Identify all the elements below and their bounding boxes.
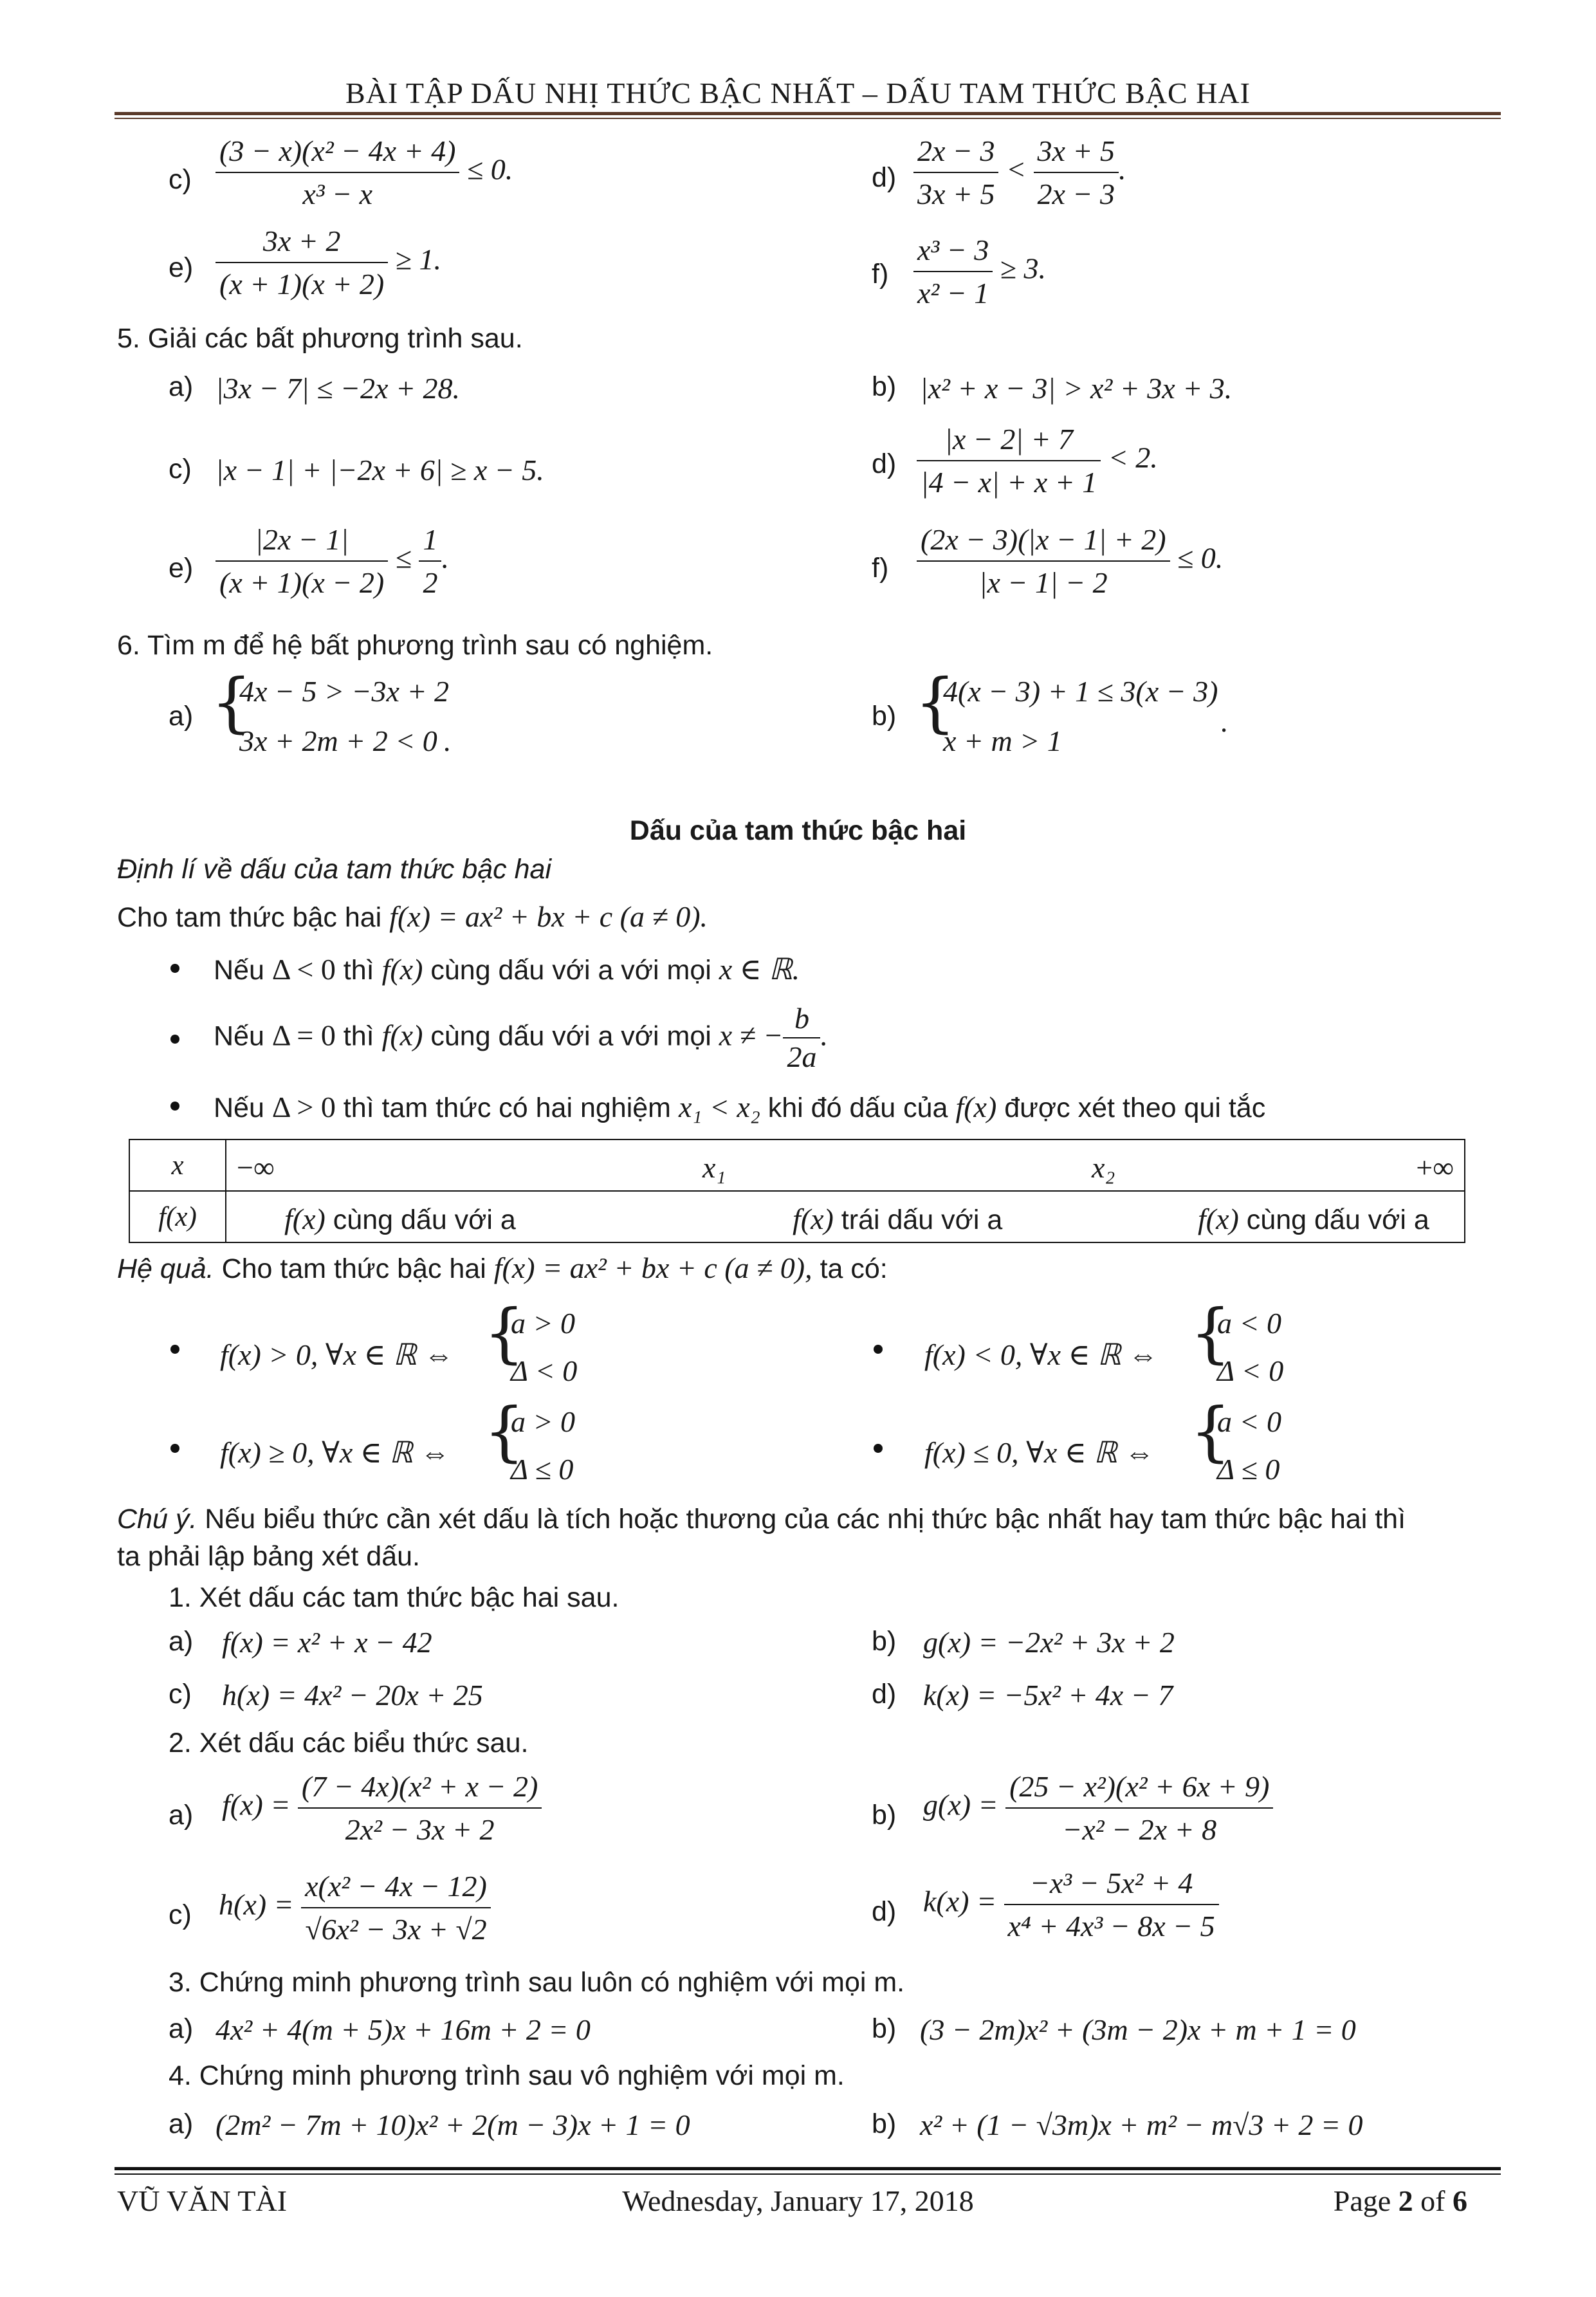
corollary-1-brace: {: [484, 1295, 525, 1370]
p6a-end: .: [444, 724, 452, 757]
p4f-den: x² − 1: [917, 277, 989, 309]
p5b-label: b): [872, 371, 897, 402]
ex2b-expr: [923, 1769, 1273, 1847]
ex2d-label: d): [872, 1896, 897, 1927]
ex3b-label: b): [872, 2013, 897, 2044]
p4d-label: d): [872, 162, 897, 193]
bullet-2: [214, 1004, 828, 1072]
bullet-3-text2: khi đó dấu của: [767, 1093, 948, 1123]
header-rule-thin: [115, 118, 1501, 119]
bullet-2-end: .: [820, 1019, 828, 1052]
header-rule-thick: [115, 112, 1501, 115]
corollary-4-l1: a < 0: [1217, 1405, 1282, 1438]
p5d-expr: [917, 422, 1158, 499]
bullet-1-tail: x ∈ ℝ.: [719, 953, 800, 986]
p4d-den2: 2x − 3: [1037, 178, 1115, 210]
corollary-4-lhs: f(x) ≤ 0, ∀x ∈ ℝ ⇔: [924, 1436, 1155, 1469]
p5f-rel: ≤ 0.: [1177, 541, 1224, 575]
corollary-1-lhs: f(x) > 0, ∀x ∈ ℝ ⇔: [220, 1338, 454, 1371]
bullet-2-fx: f(x): [381, 1019, 423, 1052]
p4d-expr: [913, 134, 1126, 211]
ex2d-lhs: k(x) =: [923, 1885, 997, 1918]
p6a-label: a): [169, 701, 194, 732]
theorem-intro-text: Cho tam thức bậc hai: [117, 902, 382, 933]
p6b-line1: 4(x − 3) + 1 ≤ 3(x − 3): [943, 675, 1218, 708]
ex4-title: 4. Chứng minh phương trình sau vô nghiệm với mọi m.: [169, 2060, 845, 2091]
ex2a-den: 2x² − 3x + 2: [345, 1813, 495, 1846]
footer-page-num: 2: [1398, 2184, 1413, 2217]
p6-title: 6. Tìm m để hệ bất phương trình sau có nghiệm.: [117, 630, 713, 661]
ex4a-label: a): [169, 2108, 194, 2139]
corollary-3-lhs: f(x) ≥ 0, ∀x ∈ ℝ ⇔: [220, 1436, 450, 1469]
ex2c-expr: [219, 1869, 491, 1946]
bullet-icon: [170, 1035, 179, 1044]
ex2d-num: −x³ − 5x² + 4: [1004, 1866, 1219, 1905]
corollary-1-l2: Δ < 0: [511, 1354, 578, 1387]
corollary-2-l2: Δ < 0: [1217, 1354, 1284, 1387]
footer-rule-thick: [115, 2167, 1501, 2170]
p5f-den: |x − 1| − 2: [978, 566, 1108, 599]
sign-table-head-fx: f(x): [129, 1191, 226, 1242]
p4c-label: c): [169, 164, 192, 195]
p5e-num: |2x − 1|: [216, 522, 388, 562]
bullet-1-text: cùng dấu với a với mọi: [430, 955, 711, 986]
note-text: Nếu biểu thức cần xét dấu là tích hoặc thương của các nhị thức bậc nhất hay tam thức bậc hai thì: [205, 1504, 1406, 1535]
ex1b-label: b): [872, 1626, 897, 1657]
sign-table-pos-inf: +∞: [1416, 1151, 1454, 1184]
p6b-end: .: [1221, 705, 1229, 738]
p6a-line2: 3x + 2m + 2 < 0: [239, 724, 437, 757]
p4f-num: x³ − 3: [913, 233, 993, 272]
p5e-rel: ≤: [395, 541, 412, 575]
bullet-2-pre: Nếu: [214, 1020, 264, 1052]
p6a-line1: 4x − 5 > −3x + 2: [239, 675, 449, 708]
sign-table-sign-2-text: trái dấu với a: [841, 1204, 1003, 1235]
section-title: Dấu của tam thức bậc hai: [629, 815, 967, 846]
bullet-icon: [170, 1444, 179, 1453]
sign-table-values: [226, 1139, 1465, 1191]
ex2c-label: c): [169, 1899, 192, 1930]
ex3a-expr: 4x² + 4(m + 5)x + 16m + 2 = 0: [216, 2013, 591, 2046]
corollary-math: f(x) = ax² + bx + c (a ≠ 0),: [493, 1251, 812, 1284]
p4f-label: f): [872, 259, 889, 290]
p6b-line2: x + m > 1: [943, 724, 1062, 757]
bullet-3-cond: Δ > 0: [271, 1091, 336, 1123]
corollary-line: [117, 1253, 888, 1283]
ex4b-label: b): [872, 2108, 897, 2139]
footer-date: Wednesday, January 17, 2018: [622, 2184, 974, 2217]
ex2d-expr: [923, 1866, 1219, 1943]
ex1a-expr: f(x) = x² + x − 42: [222, 1626, 432, 1659]
corollary-2-lhs: f(x) < 0, ∀x ∈ ℝ ⇔: [924, 1338, 1159, 1371]
ex2a-lhs: f(x) =: [222, 1788, 291, 1822]
p5e-label: e): [169, 553, 194, 584]
p4e-den: (x + 1)(x + 2): [219, 268, 385, 300]
ex1a-label: a): [169, 1626, 194, 1657]
corollary-tail: ta có:: [820, 1253, 888, 1284]
footer-rule-thin: [115, 2173, 1501, 2175]
page-header-title: BÀI TẬP DẤU NHỊ THỨC BẬC NHẤT – DẤU TAM THỨC BẬC HAI: [345, 77, 1251, 109]
ex3-title: 3. Chứng minh phương trình sau luôn có nghiệm với mọi m.: [169, 1967, 905, 1998]
bullet-2-tail: x ≠ −: [719, 1019, 784, 1052]
ex2b-lhs: g(x) =: [923, 1788, 998, 1822]
p6a-brace: {: [211, 665, 252, 740]
footer-page-prefix: Page: [1333, 2184, 1391, 2217]
sign-table-sign-1-text: cùng dấu với a: [333, 1204, 516, 1235]
p5e-expr: [216, 522, 449, 600]
sign-table-x1: x₁: [702, 1151, 726, 1184]
bullet-1-cond: Δ < 0: [271, 953, 336, 986]
footer-author: VŨ VĂN TÀI: [117, 2184, 288, 2217]
ex1d-label: d): [872, 1679, 897, 1710]
corollary-3-brace: {: [484, 1394, 525, 1469]
p4e-rel: ≥ 1.: [395, 243, 441, 276]
bullet-3-text3: được xét theo qui tắc: [1004, 1093, 1266, 1123]
sign-table-signs: [226, 1191, 1465, 1242]
ex2d-den: x⁴ + 4x³ − 8x − 5: [1007, 1910, 1215, 1942]
p5a-label: a): [169, 371, 194, 402]
p5d-label: d): [872, 448, 897, 479]
bullet-3-fx: f(x): [955, 1091, 997, 1123]
sign-table-head-x: x: [129, 1139, 226, 1191]
bullet-2-text: cùng dấu với a với mọi: [430, 1020, 711, 1052]
bullet-3-text1: thì tam thức có hai nghiệm: [343, 1093, 671, 1123]
p5f-num: (2x − 3)(|x − 1| + 2): [917, 522, 1170, 562]
corollary-2-l1: a < 0: [1217, 1307, 1282, 1340]
p4e-num: 3x + 2: [216, 224, 388, 263]
sign-table-row-x: [129, 1139, 1465, 1191]
bullet-icon: [874, 1345, 883, 1354]
p5-title: 5. Giải các bất phương trình sau.: [117, 323, 523, 354]
ex1d-expr: k(x) = −5x² + 4x − 7: [923, 1679, 1173, 1711]
sign-table-sign-3: [1198, 1202, 1429, 1236]
corollary-3-l2: Δ ≤ 0: [511, 1453, 574, 1486]
ex2a-expr: [222, 1769, 542, 1847]
bullet-2-frac-den: 2a: [787, 1040, 817, 1073]
p4f-expr: [913, 233, 1046, 310]
ex2b-num: (25 − x²)(x² + 6x + 9): [1005, 1769, 1273, 1809]
sign-table-sign-2: [793, 1202, 1002, 1236]
bullet-icon: [170, 1345, 179, 1354]
ex3b-expr: (3 − 2m)x² + (3m − 2)x + m + 1 = 0: [920, 2013, 1356, 2046]
bullet-1-fx: f(x): [381, 953, 423, 986]
theorem-intro-math: f(x) = ax² + bx + c (a ≠ 0).: [389, 900, 708, 933]
bullet-3-pre: Nếu: [214, 1093, 264, 1123]
sign-table-fx: f(x): [284, 1203, 326, 1235]
p4c-num: (3 − x)(x² − 4x + 4): [216, 134, 459, 173]
p4c-rel: ≤ 0.: [466, 152, 513, 186]
p4e-expr: [216, 224, 441, 301]
ex2b-den: −x² − 2x + 8: [1062, 1813, 1217, 1846]
footer-page: [1334, 2186, 1467, 2216]
ex2a-label: a): [169, 1800, 194, 1831]
p5c-expr: |x − 1| + |−2x + 6| ≥ x − 5.: [216, 454, 544, 486]
p6b-brace: {: [915, 665, 956, 740]
p4d-num1: 2x − 3: [913, 134, 998, 173]
bullet-icon: [170, 964, 179, 973]
ex4a-expr: (2m² − 7m + 10)x² + 2(m − 3)x + 1 = 0: [216, 2108, 690, 2141]
corollary-3-l1: a > 0: [511, 1405, 576, 1438]
p4c-den: x³ − x: [302, 178, 373, 210]
bullet-1-mid: thì: [343, 955, 374, 986]
bullet-icon: [170, 1102, 179, 1111]
ex1-title: 1. Xét dấu các tam thức bậc hai sau.: [169, 1582, 619, 1613]
p5e-half-num: 1: [419, 522, 441, 562]
p6b-label: b): [872, 701, 897, 732]
footer-page-total: 6: [1453, 2184, 1467, 2217]
theorem-intro: [117, 902, 708, 932]
ex1b-expr: g(x) = −2x² + 3x + 2: [923, 1626, 1175, 1659]
note-line-2: ta phải lập bảng xét dấu.: [117, 1541, 420, 1572]
p5f-expr: [917, 522, 1223, 600]
p5f-label: f): [872, 553, 889, 584]
corollary-4-brace: {: [1190, 1394, 1231, 1469]
corollary-label: Hệ quả.: [117, 1253, 214, 1284]
p4c-expr: [216, 134, 513, 211]
p5a-expr: |3x − 7| ≤ −2x + 28.: [216, 372, 460, 405]
p5e-half-den: 2: [423, 566, 438, 599]
p5b-expr: |x² + x − 3| > x² + 3x + 3.: [920, 372, 1233, 405]
corollary-4-l2: Δ ≤ 0: [1217, 1453, 1280, 1486]
sign-table-sign-1: [284, 1202, 516, 1236]
bullet-1-pre: Nếu: [214, 955, 264, 986]
bullet-1: [214, 955, 800, 984]
bullet-3: [214, 1093, 1265, 1122]
sign-table-x2: x₂: [1092, 1151, 1115, 1184]
p4d-num2: 3x + 5: [1034, 134, 1119, 173]
footer-page-of: of: [1420, 2184, 1445, 2217]
corollary-text: Cho tam thức bậc hai: [221, 1253, 486, 1284]
bullet-2-cond: Δ = 0: [271, 1019, 336, 1052]
p4d-end: .: [1118, 152, 1126, 186]
note-label: Chú ý.: [117, 1504, 197, 1535]
p5d-rel: < 2.: [1108, 441, 1158, 474]
p5e-end: .: [441, 541, 449, 575]
sign-table: [129, 1139, 1465, 1243]
p4d-rel: <: [1005, 152, 1027, 186]
ex1c-label: c): [169, 1679, 192, 1710]
ex2-title: 2. Xét dấu các biểu thức sau.: [169, 1728, 529, 1758]
note-line-1: [117, 1506, 1406, 1533]
p5d-num: |x − 2| + 7: [917, 422, 1101, 461]
sign-table-fx: f(x): [793, 1203, 834, 1235]
p4e-label: e): [169, 252, 194, 283]
corollary-2-brace: {: [1190, 1295, 1231, 1370]
ex4b-expr: x² + (1 − √3m)x + m² − m√3 + 2 = 0: [920, 2108, 1363, 2141]
bullet-2-mid: thì: [343, 1020, 374, 1052]
sign-table-row-fx: [129, 1191, 1465, 1242]
p5e-den: (x + 1)(x − 2): [219, 566, 385, 599]
ex1c-expr: h(x) = 4x² − 20x + 25: [222, 1679, 483, 1711]
bullet-2-frac-num: b: [783, 1004, 820, 1038]
sign-table-sign-3-text: cùng dấu với a: [1246, 1204, 1429, 1235]
sign-table-fx: f(x): [1198, 1203, 1239, 1235]
ex2c-den: √6x² − 3x + √2: [305, 1913, 487, 1946]
sign-table-neg-inf: −∞: [237, 1151, 275, 1184]
bullet-3-roots: x₁ < x₂: [678, 1091, 760, 1123]
ex2b-label: b): [872, 1800, 897, 1831]
corollary-1-l1: a > 0: [511, 1307, 576, 1340]
bullet-icon: [874, 1444, 883, 1453]
p4d-den1: 3x + 5: [917, 178, 995, 210]
p4f-rel: ≥ 3.: [1000, 252, 1046, 285]
theorem-heading: Định lí về dấu của tam thức bậc hai: [117, 854, 552, 885]
p5c-label: c): [169, 454, 192, 484]
ex3a-label: a): [169, 2013, 194, 2044]
ex2a-num: (7 − 4x)(x² + x − 2): [298, 1769, 542, 1809]
ex2c-num: x(x² − 4x − 12): [301, 1869, 491, 1908]
p5d-den: |4 − x| + x + 1: [921, 466, 1097, 499]
ex2c-lhs: h(x) =: [219, 1888, 294, 1921]
